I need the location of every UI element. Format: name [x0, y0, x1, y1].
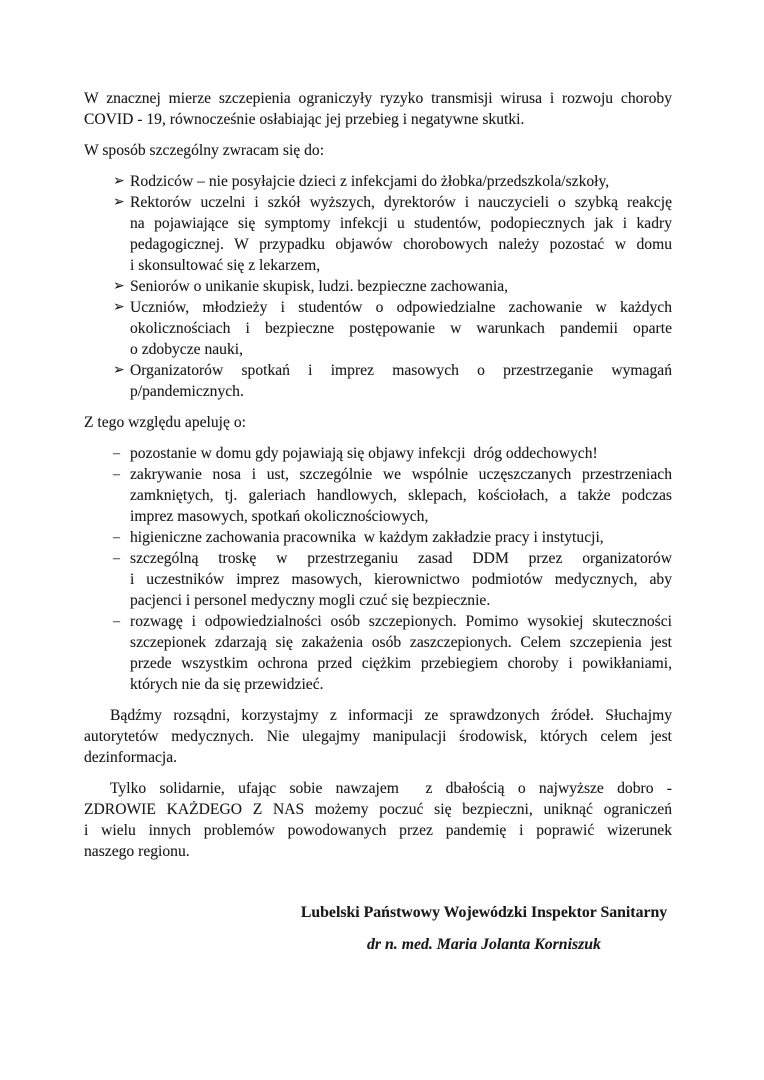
paragraph	[84, 88, 672, 130]
text-line: Tylko solidarnie, ufając sobie nawzajem z dbałością o najwyższe dobro -	[110, 780, 672, 797]
text-line: Organizatorów spotkań i imprez masowych o przestrzeganie wymagań	[130, 362, 672, 379]
paragraph	[84, 705, 672, 768]
list-item	[84, 611, 672, 695]
text-line: przede wszystkim ochrona przed ciężkim przebiegiem choroby i powikłaniami,	[130, 655, 672, 672]
document-body	[84, 88, 672, 955]
text-line: szczególną troskę w przestrzeganiu zasad DDM przez organizatorów	[130, 550, 672, 567]
list-item	[84, 192, 672, 276]
signature-name: dr n. med. Maria Jolanta Korniszuk	[367, 936, 601, 953]
text-line: W znacznej mierze szczepienia ograniczyły ryzyko transmisji wirusa i rozwoju choroby	[84, 90, 672, 107]
text-line: i skonsultować się z lekarzem,	[130, 257, 321, 274]
text-line: dezinformacja.	[84, 749, 178, 766]
text-line: rozwagę i odpowiedzialności osób szczepionych. Pomimo wysokiej skuteczności	[130, 613, 672, 630]
paragraph	[84, 140, 672, 161]
text-line: i uczestników imprez masowych, kierownictwo podmiotów medycznych, aby	[130, 571, 672, 588]
list-item	[84, 443, 672, 464]
list-item	[84, 527, 672, 548]
list-item	[84, 297, 672, 360]
text-line: autorytetów medycznych. Nie ulegajmy manipulacji środowisk, których celem jest	[84, 728, 672, 745]
text-line: na pojawiające się symptomy infekcji u studentów, podopiecznych jak i kadry	[130, 215, 672, 232]
text-line: których nie da się przewidzieć.	[130, 676, 324, 693]
text-line: imprez masowych, spotkań okolicznościowych,	[130, 508, 429, 525]
paragraph	[84, 778, 672, 862]
list-item	[84, 276, 672, 297]
text-line: Seniorów o unikanie skupisk, ludzi. bezpieczne zachowania,	[130, 278, 509, 295]
dash-bullet-icon: –	[113, 614, 120, 629]
text-line: W sposób szczególny zwracam się do:	[84, 142, 325, 159]
arrow-bullet-icon: ➢	[113, 195, 125, 210]
text-line: zamkniętych, tj. galeriach handlowych, sklepach, kościołach, a także podczas	[130, 487, 672, 504]
text-line: pozostanie w domu gdy pojawiają się objawy infekcji dróg oddechowych!	[130, 445, 598, 462]
dash-bullet-icon: –	[113, 551, 120, 566]
text-line: Z tego względu apeluję o:	[84, 414, 246, 431]
list-item	[84, 464, 672, 527]
text-line: Uczniów, młodzieży i studentów o odpowiedzialne zachowanie w każdych	[130, 299, 672, 316]
bullet-list	[84, 443, 672, 695]
text-line: ZDROWIE KAŻDEGO Z NAS możemy poczuć się bezpieczni, uniknąć ograniczeń	[84, 801, 672, 818]
text-line: pedagogicznej. W przypadku objawów chorobowych należy pozostać w domu	[130, 236, 672, 253]
dash-bullet-icon: –	[113, 530, 120, 545]
arrow-bullet-icon: ➢	[113, 363, 125, 378]
signature-title: Lubelski Państwowy Wojewódzki Inspektor Sanitarny	[300, 904, 668, 921]
text-line: okolicznościach i bezpieczne postępowanie w warunkach pandemii oparte	[130, 320, 672, 337]
list-item	[84, 360, 672, 402]
text-line: pacjenci i personel medyczny mogli czuć się bezpiecznie.	[130, 592, 491, 609]
signature-block	[84, 902, 672, 955]
arrow-bullet-icon: ➢	[113, 174, 125, 189]
text-line: Bądźmy rozsądni, korzystajmy z informacji ze sprawdzonych źródeł. Słuchajmy	[110, 707, 672, 724]
text-line: p/pandemicznych.	[130, 383, 244, 400]
arrow-bullet-icon: ➢	[113, 300, 125, 315]
paragraph	[84, 412, 672, 433]
text-line: Rodziców – nie posyłajcie dzieci z infekcjami do żłobka/przedszkola/szkoły,	[130, 173, 610, 190]
text-line: naszego regionu.	[84, 843, 190, 860]
arrow-bullet-icon: ➢	[113, 279, 125, 294]
dash-bullet-icon: –	[113, 446, 120, 461]
text-line: zakrywanie nosa i ust, szczególnie we wspólnie uczęszczanych przestrzeniach	[130, 466, 672, 483]
text-line: o zdobycze nauki,	[130, 341, 244, 358]
bullet-list	[84, 171, 672, 402]
list-item	[84, 171, 672, 192]
text-line: COVID - 19, równocześnie osłabiając jej przebieg i negatywne skutki.	[84, 111, 525, 128]
list-item	[84, 548, 672, 611]
text-line: higieniczne zachowania pracownika w każdym zakładzie pracy i instytucji,	[130, 529, 604, 546]
text-line: szczepionek zdarzają się zakażenia osób zaszczepionych. Celem szczepienia jest	[130, 634, 672, 651]
text-line: i wielu innych problemów powodowanych przez pandemię i poprawić wizerunek	[84, 822, 672, 839]
document-blocks	[84, 88, 672, 862]
text-line: Rektorów uczelni i szkół wyższych, dyrektorów i nauczycieli o szybką reakcję	[130, 194, 672, 211]
dash-bullet-icon: –	[113, 467, 120, 482]
